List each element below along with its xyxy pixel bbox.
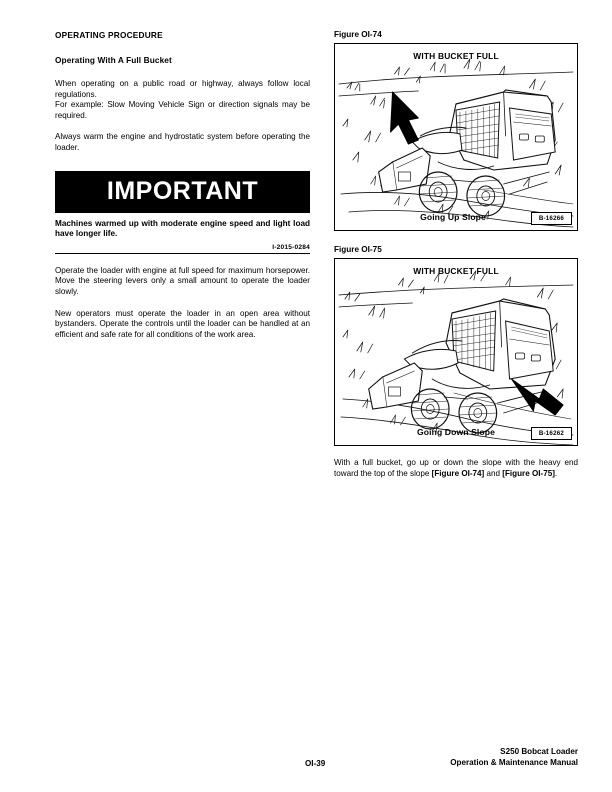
horizontal-divider: [55, 253, 310, 254]
left-column: [55, 30, 310, 340]
page-footer: [0, 742, 612, 768]
section-heading: OPERATING PROCEDURE: [55, 30, 163, 40]
figure-1-title: WITH BUCKET FULL: [413, 51, 499, 61]
footer-product-line: S250 Bobcat Loader: [500, 747, 578, 756]
closing-text-mid: and: [484, 468, 503, 478]
closing-text-end: .: [554, 468, 558, 478]
paragraph-road-regulations: [55, 79, 310, 121]
right-column: [334, 30, 578, 479]
footer-page-number: OI-39: [305, 759, 326, 768]
figure-1-frame: [334, 43, 578, 231]
sub-heading: Operating With A Full Bucket: [55, 55, 172, 65]
figure-2-frame: [334, 258, 578, 446]
figure-2-reference-code: B-16262: [531, 427, 572, 440]
paragraph-full-bucket-slope: [334, 458, 578, 479]
paragraph-road-regulations-text: When operating on a public road or highway, always follow local regulations.: [55, 79, 310, 99]
important-banner: IMPORTANT: [55, 171, 310, 213]
important-reference-code: I-2015-0284: [272, 243, 310, 251]
figure-2-title: WITH BUCKET FULL: [413, 266, 499, 276]
paragraph-slow-vehicle-sign-text: For example: Slow Moving Vehicle Sign or direction signals may be required.: [55, 100, 310, 120]
closing-text-part-1: With a full bucket, go up or down the slope with the heavy end toward the top of the slope: [334, 458, 578, 478]
paragraph-full-speed: Operate the loader with engine at full speed for maximum horsepower. Move the steering levers only a small amount to operate the loader slowly.: [55, 265, 310, 296]
figure-1-caption: Going Up Slope: [420, 212, 486, 222]
skid-steer-loader-going-down-slope-illustration: [335, 259, 577, 445]
paragraph-warm-engine: Always warm the engine and hydrostatic system before operating the loader.: [55, 132, 310, 152]
figure-reference-oi-75: [Figure OI-75]: [502, 468, 555, 478]
figure-2-label: Figure OI-75: [334, 245, 382, 254]
arrow-up-left-icon: [391, 92, 419, 144]
figure-1-reference-code: B-16266: [531, 212, 572, 225]
figure-reference-oi-74: [Figure OI-74]: [431, 468, 485, 478]
important-notice-block: [55, 171, 310, 254]
footer-manual-info: [450, 746, 578, 768]
paragraph-new-operators: New operators must operate the loader in an open area without bystanders. Operate the controls until the loader can be handled at an efficient and safe rate for all conditions of the work area.: [55, 308, 310, 339]
skid-steer-loader-going-up-slope-illustration: [335, 44, 577, 230]
figure-1-label: Figure OI-74: [334, 30, 382, 39]
important-notice-text: Machines warmed up with moderate engine speed and light load have longer life.: [55, 218, 310, 239]
figure-2-caption: Going Down Slope: [417, 427, 495, 437]
footer-manual-line: Operation & Maintenance Manual: [450, 758, 578, 767]
